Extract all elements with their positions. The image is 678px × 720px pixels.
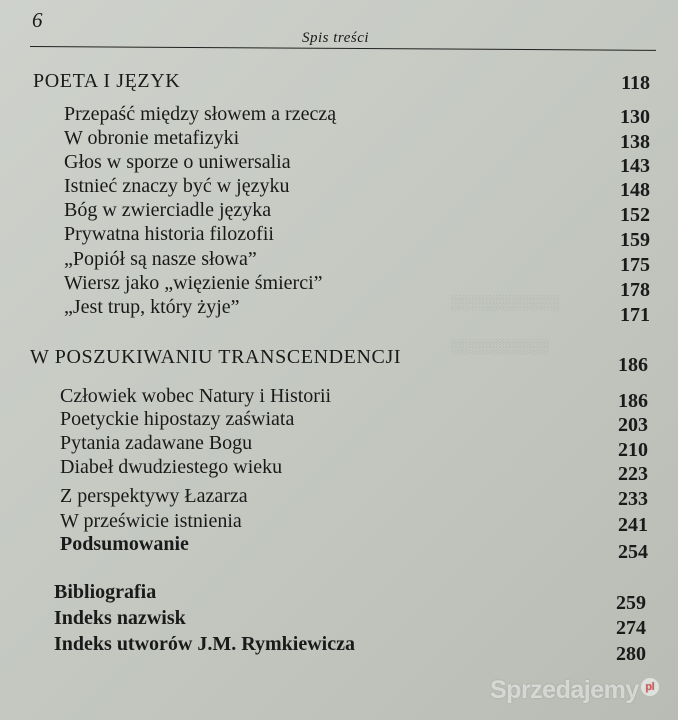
toc-item: Wiersz jako „więzienie śmierci” (64, 272, 323, 294)
toc-page: 148 (620, 179, 650, 201)
toc-page: 233 (618, 488, 648, 510)
page-number: 6 (32, 8, 43, 32)
backmatter-page: 274 (616, 617, 646, 639)
backmatter-item: Bibliografia (54, 581, 157, 603)
backmatter-page: 280 (616, 643, 646, 665)
toc-item: Bóg w zwierciadle języka (64, 199, 272, 221)
toc-item: Człowiek wobec Natury i Historii (60, 385, 332, 407)
bleed-through-text: ░░░░░░░░░░░ (450, 296, 560, 311)
toc-page: 210 (618, 439, 648, 461)
section-page: 186 (618, 354, 648, 376)
backmatter-page: 259 (616, 592, 646, 614)
toc-item: Pytania zadawane Bogu (60, 432, 253, 454)
toc-page: 130 (620, 106, 650, 128)
toc-page: 241 (618, 514, 648, 536)
section-title: POETA I JĘZYK (33, 70, 181, 92)
toc-item: Z perspektywy Łazarza (60, 485, 248, 507)
toc-item: Przepaść między słowem a rzeczą (64, 103, 337, 125)
toc-item: W obronie metafizyki (64, 127, 240, 149)
backmatter-item: Indeks nazwisk (54, 607, 186, 629)
toc-item: „Jest trup, który żyje” (64, 296, 240, 318)
toc-page: 178 (620, 279, 650, 301)
toc-page: 138 (620, 131, 650, 153)
watermark-logo: Sprzedajemy pl (490, 676, 659, 705)
toc-page: 159 (620, 229, 650, 251)
toc-item: „Popiół są nasze słowa” (64, 248, 257, 270)
toc-item: Istnieć znaczy być w języku (64, 175, 290, 197)
backmatter-item: Indeks utworów J.M. Rymkiewicza (54, 633, 355, 655)
toc-page: 175 (620, 254, 650, 276)
section-page: 118 (621, 72, 650, 94)
toc-page: 223 (618, 463, 648, 485)
toc-page: 186 (618, 390, 648, 412)
toc-page: 143 (620, 155, 650, 177)
toc-page: 203 (618, 414, 648, 436)
toc-item: Diabeł dwudziestego wieku (60, 456, 283, 478)
toc-page: 152 (620, 204, 650, 226)
bleed-through-text: ░░░░░░░░░░ (450, 340, 550, 355)
toc-item: Prywatna historia filozofii (64, 223, 274, 245)
toc-page: 171 (620, 304, 650, 326)
toc-item: Poetyckie hipostazy zaświata (60, 408, 295, 430)
running-head: Spis treści (302, 30, 370, 46)
toc-item: Głos w sporze o uniwersalia (64, 151, 291, 173)
toc-item: W prześwicie istnienia (60, 510, 242, 532)
toc-item: Podsumowanie (60, 533, 189, 555)
section-title: W POSZUKIWANIU TRANSCENDENCJI (30, 346, 402, 368)
watermark-badge: pl (641, 678, 659, 696)
toc-page: 254 (618, 541, 648, 563)
